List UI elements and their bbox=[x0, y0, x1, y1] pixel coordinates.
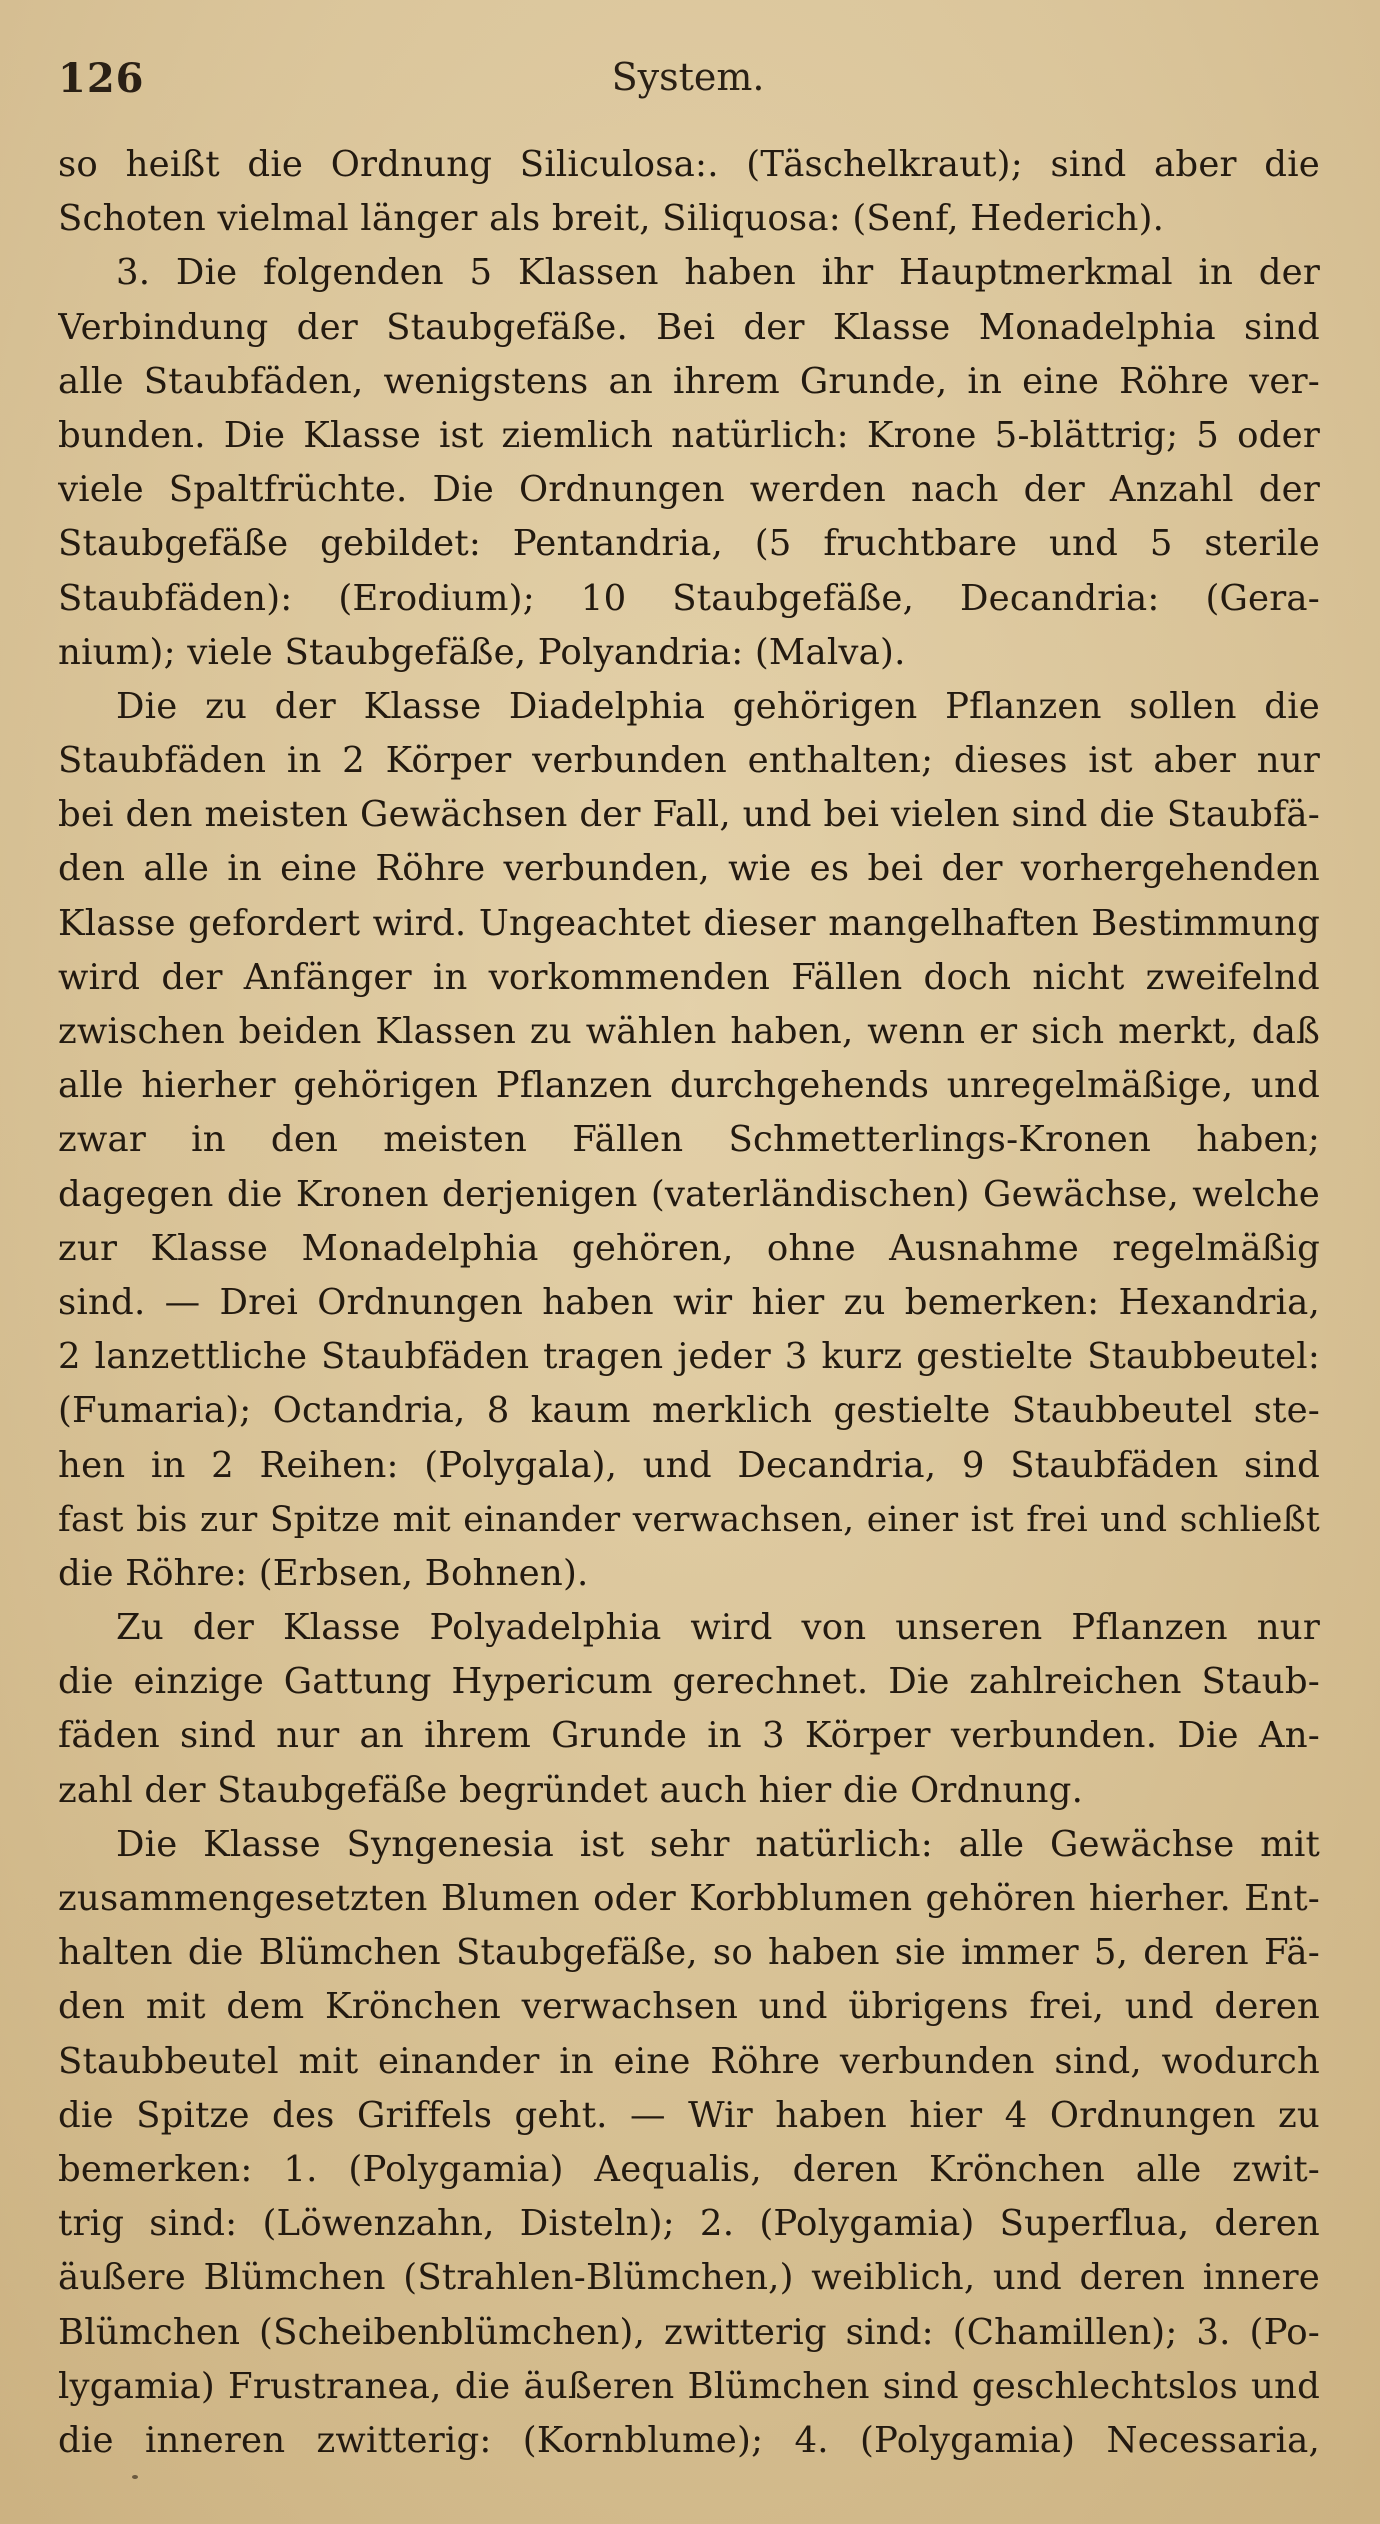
text-line: 2 lanzettliche Staubfäden tragen jeder 3 kurz gestielte Staubbeutel: bbox=[58, 1336, 1320, 1378]
text-line: fäden sind nur an ihrem Grunde in 3 Körper verbunden. Die An- bbox=[58, 1715, 1320, 1757]
text-line: so heißt die Ordnung Siliculosa:. (Täschelkraut); sind aber die bbox=[58, 144, 1320, 185]
text-line: zusammengesetzten Blumen oder Korbblumen gehören hierher. Ent- bbox=[58, 1878, 1320, 1919]
ink-speck bbox=[132, 2475, 138, 2479]
text-line: äußere Blümchen (Strahlen-Blümchen,) weiblich, und deren innere bbox=[58, 2257, 1320, 2299]
text-line: halten die Blümchen Staubgefäße, so haben sie immer 5, deren Fä- bbox=[58, 1932, 1320, 1974]
text-line: bunden. Die Klasse ist ziemlich natürlich: Krone 5-blättrig; 5 oder bbox=[58, 414, 1320, 456]
page-header bbox=[58, 55, 1318, 115]
text-line: die einzige Gattung Hypericum gerechnet. Die zahlreichen Staub- bbox=[58, 1661, 1320, 1703]
text-line: die Röhre: (Erbsen, Bohnen). bbox=[58, 1552, 589, 1594]
text-line: Klasse gefordert wird. Ungeachtet dieser mangelhaften Bestimmung bbox=[58, 902, 1320, 944]
text-line: trig sind: (Löwenzahn, Disteln); 2. (Polygamia) Superflua, deren bbox=[58, 2203, 1320, 2245]
text-line: nium); viele Staubgefäße, Polyandria: (Malva). bbox=[58, 631, 906, 673]
text-line: hen in 2 Reihen: (Polygala), und Decandria, 9 Staubfäden sind bbox=[58, 1444, 1320, 1486]
text-line: alle hierher gehörigen Pflanzen durchgehends unregelmäßige, und bbox=[58, 1065, 1320, 1107]
text-line: Zu der Klasse Polyadelphia wird von unseren Pflanzen nur bbox=[116, 1607, 1320, 1649]
text-line: zwar in den meisten Fällen Schmetterlings-Kronen haben; bbox=[58, 1119, 1320, 1161]
text-line: viele Spaltfrüchte. Die Ordnungen werden nach der Anzahl der bbox=[58, 469, 1320, 511]
text-line: zwischen beiden Klassen zu wählen haben, wenn er sich merkt, daß bbox=[58, 1011, 1320, 1052]
text-line: sind. — Drei Ordnungen haben wir hier zu bemerken: Hexandria, bbox=[58, 1281, 1320, 1323]
text-line: dagegen die Kronen derjenigen (vaterländischen) Gewächse, welche bbox=[58, 1173, 1320, 1215]
text-line: 3. Die folgenden 5 Klassen haben ihr Hauptmerkmal in der bbox=[116, 252, 1320, 294]
text-line: fast bis zur Spitze mit einander verwachsen, einer ist frei und schließt bbox=[58, 1499, 1320, 1540]
text-line: Staubfäden in 2 Körper verbunden enthalten; dieses ist aber nur bbox=[58, 740, 1320, 782]
text-line: Staubfäden): (Erodium); 10 Staubgefäße, Decandria: (Gera- bbox=[58, 577, 1320, 619]
running-title: System. bbox=[611, 55, 765, 99]
text-line: Staubbeutel mit einander in eine Röhre verbunden sind, wodurch bbox=[58, 2040, 1320, 2082]
text-line: Schoten vielmal länger als breit, Siliquosa: (Senf, Hederich). bbox=[58, 198, 1165, 240]
text-line: Blümchen (Scheibenblümchen), zwitterig sind: (Chamillen); 3. (Po- bbox=[58, 2311, 1320, 2353]
text-line: alle Staubfäden, wenigstens an ihrem Grunde, in eine Röhre ver- bbox=[58, 360, 1320, 402]
body-text bbox=[58, 138, 1320, 2468]
text-line: zahl der Staubgefäße begründet auch hier die Ordnung. bbox=[58, 1769, 1084, 1811]
text-line: bei den meisten Gewächsen der Fall, und bei vielen sind die Staubfä- bbox=[58, 794, 1320, 836]
text-line: den alle in eine Röhre verbunden, wie es bei der vorhergehenden bbox=[58, 848, 1320, 890]
text-line: Die Klasse Syngenesia ist sehr natürlich: alle Gewächse mit bbox=[116, 1823, 1320, 1865]
text-line: zur Klasse Monadelphia gehören, ohne Ausnahme regelmäßig bbox=[58, 1227, 1320, 1269]
text-line: bemerken: 1. (Polygamia) Aequalis, deren Krönchen alle zwit- bbox=[58, 2148, 1320, 2190]
text-line: wird der Anfänger in vorkommenden Fällen doch nicht zweifelnd bbox=[58, 956, 1320, 998]
text-line: die inneren zwitterig: (Kornblume); 4. (Polygamia) Necessaria, bbox=[58, 2419, 1320, 2461]
text-line: Die zu der Klasse Diadelphia gehörigen Pflanzen sollen die bbox=[116, 685, 1320, 727]
text-line: Verbindung der Staubgefäße. Bei der Klasse Monadelphia sind bbox=[58, 306, 1320, 348]
text-line: Staubgefäße gebildet: Pentandria, (5 fruchtbare und 5 sterile bbox=[58, 523, 1320, 565]
text-line: die Spitze des Griffels geht. — Wir haben hier 4 Ordnungen zu bbox=[58, 2094, 1320, 2136]
page-number: 126 bbox=[58, 55, 145, 102]
text-line: (Fumaria); Octandria, 8 kaum merklich gestielte Staubbeutel ste- bbox=[58, 1390, 1320, 1432]
text-line: den mit dem Krönchen verwachsen und übrigens frei, und deren bbox=[58, 1986, 1320, 2028]
text-line: lygamia) Frustranea, die äußeren Blümchen sind geschlechtslos und bbox=[58, 2365, 1320, 2407]
